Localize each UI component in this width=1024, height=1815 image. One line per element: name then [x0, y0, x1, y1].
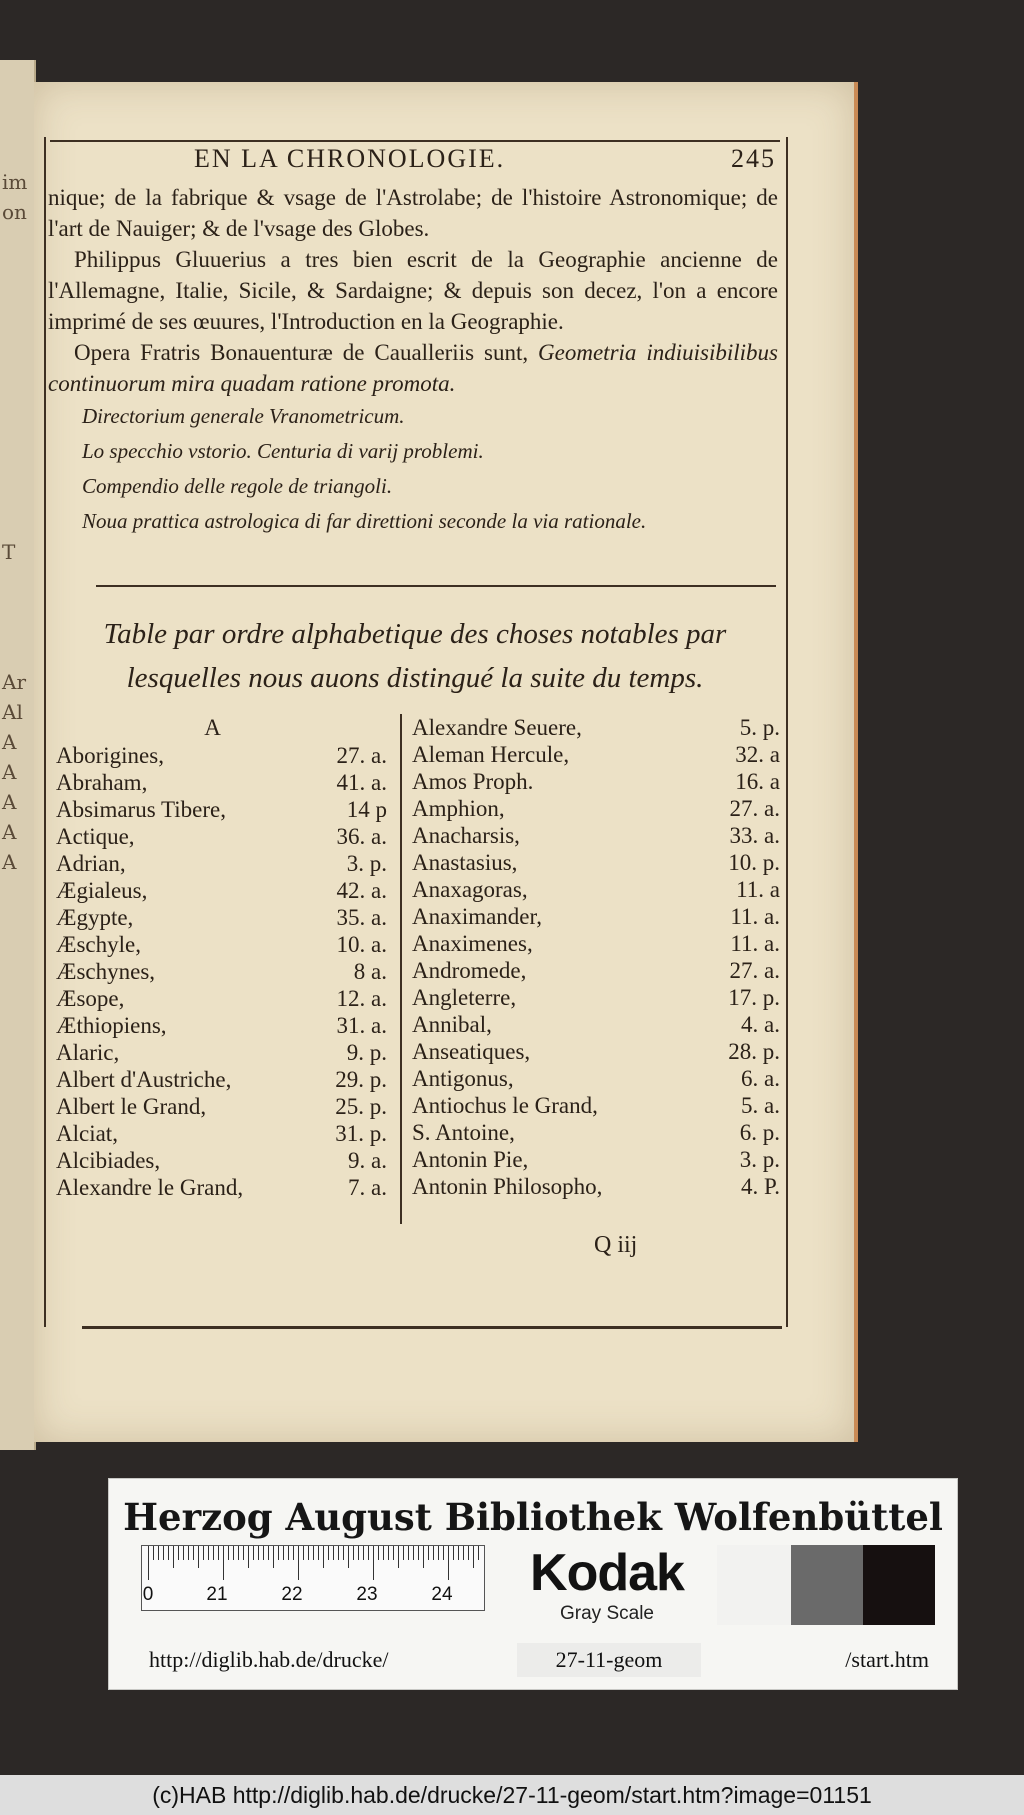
- index-term: Alaric,: [56, 1040, 120, 1065]
- table-title-line-2: lesquelles nous auons distingué la suite du temps.: [126, 662, 704, 694]
- index-column-right: [400, 714, 788, 1224]
- index-term: Anaxagoras,: [412, 877, 528, 902]
- ruler-tick: [428, 1546, 429, 1560]
- index-ref: 11. a: [736, 877, 780, 902]
- index-term: Amphion,: [412, 796, 505, 821]
- ruler-tick: [293, 1546, 294, 1560]
- index-term: Antigonus,: [412, 1066, 514, 1091]
- index-ref: 27. a.: [729, 796, 780, 821]
- index-ref: 31. p.: [335, 1121, 387, 1146]
- ruler-tick: [278, 1546, 279, 1560]
- ruler-tick: [273, 1546, 274, 1568]
- index-entry: [50, 823, 395, 850]
- index-entry: [50, 1174, 395, 1201]
- index-entry: [50, 1120, 395, 1147]
- index-ref: 5. a.: [741, 1093, 780, 1118]
- ruler-tick: [263, 1546, 264, 1560]
- index-entry: [50, 877, 395, 904]
- gray-patch-mid: [791, 1545, 863, 1625]
- ruler-tick: [208, 1546, 209, 1560]
- index-term: Albert le Grand,: [56, 1094, 207, 1119]
- index-entry: [402, 822, 788, 849]
- library-name: Herzog August Bibliothek Wolfenbüttel: [123, 1495, 943, 1539]
- index-ref: 31. a.: [336, 1013, 387, 1038]
- ruler-tick: [408, 1546, 409, 1560]
- ruler-tick: [233, 1546, 234, 1560]
- index-term: Æsope,: [56, 986, 125, 1011]
- index-entry: [402, 984, 788, 1011]
- index-entry: [402, 876, 788, 903]
- previous-page-edge: im on T Ar Al A A A A A: [0, 60, 36, 1450]
- index-term: Aborigines,: [56, 743, 164, 768]
- index-ref: 9. a.: [348, 1148, 387, 1173]
- index-term: Æschyle,: [56, 932, 141, 957]
- index-ref: 28. p.: [728, 1039, 780, 1064]
- ruler-tick: [188, 1546, 189, 1560]
- index-term: Æschynes,: [56, 959, 156, 984]
- index-term: Anaximenes,: [412, 931, 533, 956]
- index-term: Alexandre Seuere,: [412, 715, 582, 740]
- url-prefix: http://diglib.hab.de/drucke/: [149, 1647, 389, 1672]
- ruler-tick: [298, 1546, 299, 1580]
- index-entry: [402, 1092, 788, 1119]
- ruler-tick: [418, 1546, 419, 1560]
- ruler-tick: [323, 1546, 324, 1568]
- index-column-left: [50, 714, 395, 1201]
- ruler-tick: [443, 1546, 444, 1560]
- index-ref: 25. p.: [335, 1094, 387, 1119]
- body-text: [48, 182, 778, 539]
- ruler-tick: [373, 1546, 374, 1580]
- work-title: Lo specchio vstorio. Centuria di varij problemi.: [82, 439, 484, 463]
- ruler-tick: [173, 1546, 174, 1568]
- ruler-tick: [478, 1546, 479, 1560]
- index-entry: [402, 1173, 788, 1200]
- ruler-tick: [313, 1546, 314, 1560]
- ruler-tick: [203, 1546, 204, 1560]
- index-ref: 10. p.: [728, 850, 780, 875]
- paragraph-1: nique; de la fabrique & vsage de l'Astrolabe; de l'histoire Astronomique; de l'art de Nauiger; & de l'vsage des Globes.: [48, 185, 778, 241]
- ruler-tick: [148, 1546, 149, 1580]
- index-term: Anaximander,: [412, 904, 543, 929]
- copyright-footer: (c)HAB http://diglib.hab.de/drucke/27-11-geom/start.htm?image=01151: [0, 1775, 1024, 1815]
- book-page: [34, 82, 858, 1442]
- paragraph-2: Philippus Gluuerius a tres bien escrit de la Geographie ancienne de l'Allemagne, Italie, Sicile, & Sardaigne; & depuis son decez, l'on a encore imprimé de ses œuures, l'Introduction en la Geographie.: [48, 247, 778, 334]
- index-entry: [50, 1039, 395, 1066]
- index-entry: [50, 1012, 395, 1039]
- ruler-tick: [153, 1546, 154, 1560]
- ruler-tick: [368, 1546, 369, 1560]
- index-entry: [50, 1066, 395, 1093]
- index-entry: [50, 985, 395, 1012]
- index-ref: 27. a.: [336, 743, 387, 768]
- ruler-tick: [448, 1546, 449, 1580]
- top-rule: [50, 140, 780, 142]
- index-entry: [402, 1011, 788, 1038]
- index-entry: [50, 742, 395, 769]
- index-ref: 9. p.: [346, 1040, 387, 1065]
- index-term: Anseatiques,: [412, 1039, 531, 1064]
- running-head-title: EN LA CHRONOLOGIE.: [194, 144, 506, 173]
- index-entry: [402, 768, 788, 795]
- ruler-tick: [218, 1546, 219, 1560]
- index-entry: [50, 931, 395, 958]
- index-term: Actique,: [56, 824, 135, 849]
- ruler-tick: [363, 1546, 364, 1560]
- ruler-tick: [163, 1546, 164, 1560]
- index-ref: 35. a.: [336, 905, 387, 930]
- index-term: Aleman Hercule,: [412, 742, 570, 767]
- ruler-number: 0: [142, 1584, 154, 1605]
- index-entry: [402, 1038, 788, 1065]
- ruler-tick: [258, 1546, 259, 1560]
- gray-scale-label: Gray Scale: [560, 1603, 654, 1624]
- index-entry: [402, 1065, 788, 1092]
- index-entry: [402, 714, 788, 741]
- page-number: 245: [731, 144, 776, 173]
- ruler-tick: [438, 1546, 439, 1560]
- ruler-tick: [473, 1546, 474, 1568]
- measurement-ruler: [141, 1545, 485, 1611]
- index-ref: 6. a.: [741, 1066, 780, 1091]
- work-title: Noua prattica astrologica di far direttioni seconde la via rationale.: [82, 509, 647, 533]
- kodak-logo: Kodak: [530, 1544, 684, 1602]
- index-ref: 11. a.: [730, 931, 780, 956]
- index-ref: 8 a.: [353, 959, 387, 984]
- index-letter: A: [204, 715, 221, 740]
- ruler-tick: [398, 1546, 399, 1568]
- index-term: Annibal,: [412, 1012, 492, 1037]
- index-entry: [50, 850, 395, 877]
- index-term: Anastasius,: [412, 850, 518, 875]
- ruler-tick: [248, 1546, 249, 1568]
- ruler-tick: [183, 1546, 184, 1560]
- index-ref: 3. p.: [346, 851, 387, 876]
- ruler-tick: [288, 1546, 289, 1560]
- index-term: Abraham,: [56, 770, 148, 795]
- index-ref: 16. a: [735, 769, 780, 794]
- index-ref: 17. p.: [728, 985, 780, 1010]
- index-term: S. Antoine,: [412, 1120, 515, 1145]
- section-rule: [96, 585, 776, 587]
- ruler-tick: [308, 1546, 309, 1560]
- index-term: Angleterre,: [412, 985, 517, 1010]
- index-entry: [402, 795, 788, 822]
- gray-patch-black: [863, 1545, 935, 1625]
- index-term: Antiochus le Grand,: [412, 1093, 598, 1118]
- ruler-tick: [228, 1546, 229, 1560]
- work-title: Directorium generale Vranometricum.: [82, 404, 405, 428]
- index-ref: 7. a.: [348, 1175, 387, 1200]
- index-ref: 41. a.: [336, 770, 387, 795]
- ruler-tick: [343, 1546, 344, 1560]
- index-ref: 10. a.: [336, 932, 387, 957]
- index-entry: [402, 741, 788, 768]
- index-entry: [50, 958, 395, 985]
- index-ref: 32. a: [735, 742, 780, 767]
- index-ref: 42. a.: [336, 878, 387, 903]
- url-shelfmark: 27-11-geom: [517, 1643, 701, 1677]
- index-entry: [402, 1146, 788, 1173]
- index-entry: [402, 957, 788, 984]
- index-entry: [402, 903, 788, 930]
- ruler-number: 21: [206, 1584, 228, 1605]
- ruler-tick: [358, 1546, 359, 1560]
- table-title: [50, 612, 780, 700]
- index-term: Adrian,: [56, 851, 126, 876]
- index-term: Antonin Philosopho,: [412, 1174, 603, 1199]
- ruler-tick: [353, 1546, 354, 1560]
- ruler-tick: [333, 1546, 334, 1560]
- index-entry: [402, 930, 788, 957]
- index-term: Albert d'Austriche,: [56, 1067, 232, 1092]
- index-entry: [50, 1093, 395, 1120]
- index-term: Absimarus Tibere,: [56, 797, 226, 822]
- color-calibration-card: [108, 1478, 958, 1690]
- ruler-tick: [403, 1546, 404, 1560]
- ruler-tick: [238, 1546, 239, 1560]
- index-entry: [50, 796, 395, 823]
- ruler-tick: [243, 1546, 244, 1560]
- index-entry: [402, 849, 788, 876]
- index-entry: [50, 769, 395, 796]
- index-term: Alciat,: [56, 1121, 118, 1146]
- ruler-tick: [318, 1546, 319, 1560]
- ruler-tick: [433, 1546, 434, 1560]
- index-entry: [402, 1119, 788, 1146]
- ruler-tick: [198, 1546, 199, 1568]
- ruler-tick: [453, 1546, 454, 1560]
- index-ref: 4. P.: [741, 1174, 780, 1199]
- ruler-tick: [378, 1546, 379, 1560]
- ruler-tick: [388, 1546, 389, 1560]
- index-term: Ægialeus,: [56, 878, 148, 903]
- index-ref: 14 p: [346, 797, 387, 822]
- ruler-tick: [458, 1546, 459, 1560]
- ruler-tick: [468, 1546, 469, 1560]
- paragraph-3-intro: Opera Fratris Bonauenturæ de Caualleriis sunt,: [74, 340, 529, 365]
- bottom-rule: [82, 1326, 782, 1329]
- index-ref: 29. p.: [335, 1067, 387, 1092]
- ruler-tick: [253, 1546, 254, 1560]
- ruler-number: 23: [356, 1584, 378, 1605]
- ruler-tick: [393, 1546, 394, 1560]
- index-entry: [50, 904, 395, 931]
- index-ref: 5. p.: [739, 715, 780, 740]
- ruler-tick: [338, 1546, 339, 1560]
- table-title-line-1: Table par ordre alphabetique des choses notables par: [103, 618, 727, 650]
- ruler-tick: [283, 1546, 284, 1560]
- ruler-tick: [223, 1546, 224, 1580]
- index-ref: 3. p.: [739, 1147, 780, 1172]
- index-ref: 27. a.: [729, 958, 780, 983]
- ruler-tick: [178, 1546, 179, 1560]
- ruler-tick: [423, 1546, 424, 1568]
- url-suffix: /start.htm: [845, 1647, 929, 1672]
- alphabetical-index: [50, 714, 786, 1224]
- ruler-number: 24: [431, 1584, 453, 1605]
- index-ref: 6. p.: [739, 1120, 780, 1145]
- index-term: Amos Proph.: [412, 769, 534, 794]
- ruler-tick: [463, 1546, 464, 1560]
- ruler-tick: [268, 1546, 269, 1560]
- index-term: Alcibiades,: [56, 1148, 161, 1173]
- ruler-tick: [213, 1546, 214, 1560]
- index-term: Anacharsis,: [412, 823, 520, 848]
- work-title: Compendio delle regole de triangoli.: [82, 474, 393, 498]
- index-term: Ægypte,: [56, 905, 134, 930]
- signature-mark: Q iij: [594, 1232, 638, 1258]
- gray-patch-white: [717, 1545, 791, 1625]
- ruler-tick: [193, 1546, 194, 1560]
- index-term: Æthiopiens,: [56, 1013, 167, 1038]
- ruler-tick: [303, 1546, 304, 1560]
- ruler-tick: [383, 1546, 384, 1560]
- ruler-number: 22: [281, 1584, 303, 1605]
- index-ref: 33. a.: [729, 823, 780, 848]
- index-entry: [50, 1147, 395, 1174]
- ruler-tick: [348, 1546, 349, 1568]
- index-term: Antonin Pie,: [412, 1147, 529, 1172]
- index-term: Andromede,: [412, 958, 527, 983]
- index-ref: 36. a.: [336, 824, 387, 849]
- ruler-tick: [413, 1546, 414, 1560]
- paragraph-3: [48, 337, 778, 399]
- index-ref: 4. a.: [741, 1012, 780, 1037]
- index-ref: 11. a.: [730, 904, 780, 929]
- ruler-tick: [158, 1546, 159, 1560]
- ruler-tick: [168, 1546, 169, 1560]
- index-term: Alexandre le Grand,: [56, 1175, 244, 1200]
- index-ref: 12. a.: [336, 986, 387, 1011]
- ruler-tick: [328, 1546, 329, 1560]
- paragraph-3-italic: Geometria indiuisibilibus continuorum mira quadam ratione promota.: [48, 340, 778, 396]
